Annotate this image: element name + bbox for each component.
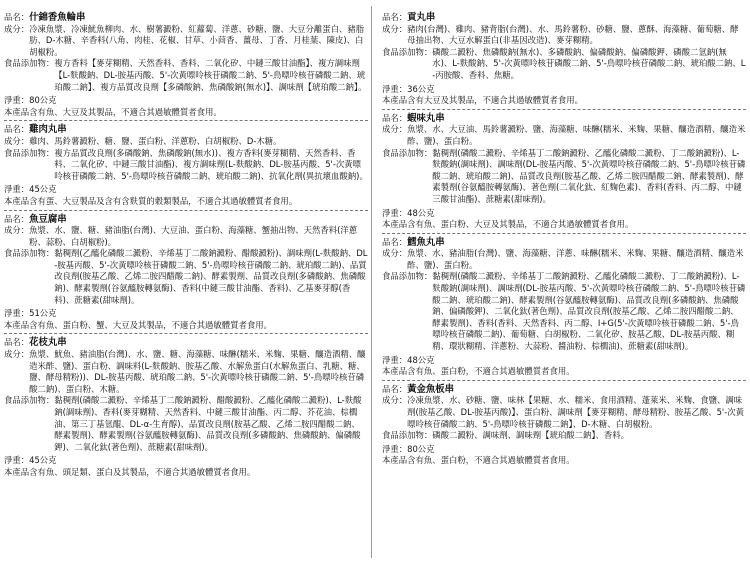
net-weight: 48公克 (407, 354, 435, 365)
ingredients-text: 冷凍魚漿、冷凍魷魚柳肉、水、樹薯澱粉、紅蘿蔔、洋蔥、砂糖、鹽、大豆分離蛋白、豬脂肪、D-木糖、辛香料(八角、肉桂、花椒、甘草、小茴香、薑母、丁香、月桂葉、陳皮)、白胡椒粉。 (29, 23, 365, 57)
additives-label: 食品添加物： (382, 271, 433, 282)
column-divider (371, 6, 372, 558)
right-column (382, 12, 746, 469)
ingredients-label: 成分： (382, 124, 408, 135)
product-block (4, 333, 368, 480)
product-name: 蝦味丸串 (407, 112, 445, 124)
allergen-note: 本產品含有魚、蛋白粉、大豆及其製品，不適合其過敏體質者食用。 (382, 219, 634, 230)
ingredients-text: 魚漿、水、鹽、糖、豬油脂(台灣)、大豆油、蛋白粉、海藻糖、蟹抽出物、天然香料(洋蔥粉、蒜粉、白胡椒粉)。 (29, 225, 358, 247)
name-label: 品名： (382, 236, 408, 247)
ingredients-text: 魚漿、水、大豆油、馬鈴薯澱粉、鹽、海藻糖、味醂(糯米、米麴、果糖、釀造酒精、釀造米酢、鹽)、蛋白粉。 (407, 124, 746, 146)
additives-text: 黏稠劑(乙醯化磷酸二澱粉、辛烯基丁二酸鈉澱粉、醋酸澱粉)、調味劑(L-麩酸鈉、DL-胺基丙酸、5'-次黃嘌呤核苷磷酸二鈉、5'-鳥嘌呤核苷磷酸二鈉、琥珀酸二鈉)、品質改良劑(胺基乙酸、乙烯二胺四醋酸二鈉)、酵素製劑、品質改良劑(多磷酸鈉、焦磷酸鈉)、酵素製劑(谷氨醯胺轉氨酶)、香料(中鏈三酸甘油酯、香料)、乙基麥芽醇(香料)、蔗糖素(甜味劑)。 (54, 248, 368, 305)
net-weight: 51公克 (29, 308, 57, 319)
product-name: 鱈魚丸串 (407, 236, 445, 248)
additives-text: 磷酸二澱粉、焦磷酸鈉(無水)、多磷酸鈉、偏磷酸鈉、偏磷酸鉀、磷酸二氫鈉(無水)、L-麩酸鈉、5'-次黃嘌呤核苷磷酸二鈉、5'-鳥嘌呤核苷磷酸二鈉、琥珀酸二鈉、L-丙胺酸、香料、焦糖。 (432, 46, 746, 80)
ingredients-label: 成分： (4, 225, 30, 236)
weight-label: 淨重： (4, 184, 30, 195)
ingredients-text: 冷凍魚漿、水、砂糖、鹽、味林【果糖、水、糯米、食用酒精、蓬萊米、米麴、食鹽、調味劑(胺基乙酸、DL-胺基丙酸)】、蛋白粉、調味劑【麥芽糊精、酵母精粉、胺基乙酸、5'-次黃嘌呤核苷磷酸二鈉、5'-鳥嘌呤核苷磷酸二鈉】、D-木糖、白胡椒粉。 (407, 395, 744, 429)
additives-text: 黏稠劑(磷酸二澱粉、辛烯基丁二酸鈉澱粉、乙醯化磷酸二澱粉、丁二酸鈉澱粉)、L-麩酸鈉(調味劑)、調味劑(DL-胺基丙酸、5'-次黃嘌呤核苷磷酸二鈉、5'-鳥嘌呤核苷磷酸二鈉、琥珀酸二鈉)、品質改良劑(胺基乙酸、乙烯二胺四醋酸二鈉、酵素製劑)、酵素製劑(谷氨醯胺轉氨酶)、著色劑(二氧化鈦、紅麴色素)、香料(香料、丙二醇、中鏈三酸甘油酯)、蔗糖素(甜味劑)。 (432, 147, 746, 204)
name-label: 品名： (382, 112, 408, 123)
weight-label: 淨重： (4, 95, 30, 106)
net-weight: 48公克 (407, 207, 435, 218)
additives-label: 食品添加物： (382, 430, 433, 441)
weight-label: 淨重： (382, 443, 408, 454)
weight-label: 淨重： (4, 308, 30, 319)
product-name: 魚豆腐串 (29, 213, 67, 225)
product-name: 花枝丸串 (29, 337, 67, 349)
product-block (4, 12, 368, 120)
weight-label: 淨重： (4, 455, 30, 466)
left-column (4, 12, 368, 481)
product-name: 雞肉丸串 (29, 124, 67, 136)
weight-label: 淨重： (382, 207, 408, 218)
allergen-note: 本產品含有魚、蛋白粉，不適合其過敏體質者食用。 (382, 366, 575, 377)
ingredients-text: 雞肉、馬鈴薯澱粉、糖、鹽、蛋白粉、洋蔥粉、白胡椒粉、D-木糖。 (29, 135, 282, 146)
allergen-note: 本產品含有魚、頭足類、蛋白及其製品，不適合其過敏體質者食用。 (4, 466, 256, 477)
allergen-note: 本產品含有魚、蛋白粉，不適合其過敏體質者食用。 (382, 455, 575, 466)
product-name: 黃金魚板串 (407, 383, 455, 395)
name-label: 品名： (382, 12, 408, 22)
name-label: 品名： (4, 124, 30, 135)
additives-label: 食品添加物： (4, 395, 55, 406)
additives-text: 複方香料【麥芽糊精、天然香料、香料、二氧化矽、中鏈三酸甘油酯】、複方調味劑【L-麩酸鈉、DL-胺基丙酸、5'-次黃嘌呤核苷磷酸二鈉、5'-鳥嘌呤核苷磷酸二鈉、琥珀酸二鈉】、複方品質改良劑【多磷酸鈉、焦磷酸鈉(無水)】、調味劑【琥珀酸二鈉】。 (54, 58, 367, 92)
ingredients-label: 成分： (4, 349, 30, 360)
product-block (4, 120, 368, 209)
ingredients-label: 成分： (4, 23, 30, 34)
allergen-note: 本產品含有魚、蛋白粉、蟹、大豆及其製品，不適合其過敏體質者食用。 (4, 319, 272, 330)
ingredients-text: 豬肉(台灣)、雞肉、豬背脂(台灣)、水、馬鈴薯粉、砂糖、鹽、蔥酥、海藻糖、葡萄糖、酵母抽出物、大豆水解蛋白(非基因改造)、麥芽糊精。 (407, 23, 739, 46)
product-block (382, 109, 746, 233)
net-weight: 36公克 (407, 83, 435, 94)
additives-text: 黏稠劑(磷酸二澱粉、辛烯基丁二酸鈉澱粉、乙醯化磷酸二澱粉、丁二酸鈉澱粉)、L-麩酸鈉(調味劑)、調味劑(DL-胺基丙酸、5'-次黃嘌呤核苷磷酸二鈉、5'-鳥嘌呤核苷磷酸二鈉、琥珀酸二鈉)、酵素製劑(谷氨醯胺轉氨酶)、品質改良劑(多磷酸鈉、焦磷酸鈉、偏磷酸鉀)、二氧化鈦(著色劑)、品質改良劑(胺基乙酸、乙烯二胺四醋酸二鈉、酵素製劑)、香料(香料、天然香料、丙二醇、I+G(5'-次黃嘌呤核苷磷酸二鈉、5'-鳥嘌呤核苷磷酸二鈉)、葡萄糖、白胡椒粉、二氧化矽、胺基乙酸、DL-胺基丙酸、糊精、環狀糊精、洋蔥粉、大蒜粉、醬油粉、棕櫚油)、蔗糖素(甜味劑)。 (432, 271, 746, 352)
ingredients-label: 成分： (382, 248, 408, 259)
ingredients-text: 魚漿、魷魚、豬油脂(台灣)、水、鹽、糖、海藻糖、味醂(糯米、米麴、果糖、釀造酒精、釀造米酢、鹽)、蛋白粉、調味料(L-麩酸鈉、胺基乙酸、水解魚蛋白(水解魚蛋白、乳糖、糖、鹽、酵母精粉))、DL-胺基丙酸、琥珀酸二鈉、5'-次黃嘌呤核苷磷酸二鈉、5'-鳥嘌呤核苷磷酸二鈉)、蛋白粉、木糖。 (29, 349, 366, 394)
product-block (382, 233, 746, 380)
allergen-note: 本產品含有大豆及其製品，不適合其過敏體質者食用。 (382, 95, 583, 106)
net-weight: 45公克 (29, 455, 57, 466)
additives-text: 複方品質改良劑(多磷酸鈉、焦磷酸鈉(無水))、複方香料(麥芽糊精、天然香料、香料、二氧化矽、中鏈三酸甘油酯)、複方調味劑(L-麩酸鈉、DL-胺基丙酸、5'-次黃嘌呤核苷磷酸二鈉、5'-鳥嘌呤核苷磷酸二鈉、琥珀酸二鈉)、抗氧化劑(異抗壞血酸鈉)。 (54, 147, 368, 181)
weight-label: 淨重： (382, 83, 408, 94)
product-block (4, 210, 368, 334)
net-weight: 80公克 (29, 95, 57, 106)
additives-label: 食品添加物： (4, 248, 55, 259)
additives-label: 食品添加物： (4, 147, 55, 158)
name-label: 品名： (4, 213, 30, 224)
ingredients-label: 成分： (4, 135, 30, 146)
ingredients-text: 魚漿、水、豬油脂(台灣)、鹽、海藻糖、洋蔥、味醂(糯米、米麴、果糖、釀造酒精、釀造米酢、鹽)、蛋白粉。 (407, 248, 744, 270)
allergen-note: 本產品含有蛋、大豆製品及含有含麩質的穀類製品，不適合其過敏體質者食用。 (4, 195, 298, 206)
product-name: 貢丸串 (407, 12, 436, 23)
additives-label: 食品添加物： (4, 58, 55, 69)
name-label: 品名： (4, 12, 30, 22)
product-block (382, 12, 746, 109)
net-weight: 45公克 (29, 184, 57, 195)
additives-text: 黏稠劑(磷酸二澱粉、辛烯基丁二酸鈉澱粉、醋酸澱粉、乙醯化磷酸二澱粉)、L-麩酸鈉(調味劑)、香料(麥芽糊精、天然香料、中鏈三酸甘油酯、丙二醇、芥花油、棕櫚油、第三丁基氫醌、DL-α-生育醇)、品質改良劑(胺基乙酸、乙烯二胺四醋酸二鈉、酵素製劑)、酵素製劑(谷氨醯胺轉氨酶)、品質改良劑(多磷酸鈉、焦磷酸鈉、偏磷酸鉀)、二氧化鈦(著色劑)、蔗糖素(甜味劑)。 (54, 395, 362, 452)
additives-label: 食品添加物： (382, 46, 433, 57)
name-label: 品名： (382, 383, 408, 394)
product-block (382, 380, 746, 469)
weight-label: 淨重： (382, 354, 408, 365)
ingredients-label: 成分： (382, 395, 408, 406)
allergen-note: 本產品含有魚、大豆及其製品，不適合其過敏體質者食用。 (4, 106, 222, 117)
product-name: 什錦香魚輪串 (29, 12, 86, 23)
net-weight: 80公克 (407, 443, 435, 454)
ingredients-label: 成分： (382, 23, 408, 34)
additives-text: 磷酸二澱粉、調味劑、調味劑【琥珀酸二鈉】、香料。 (432, 430, 630, 441)
name-label: 品名： (4, 337, 30, 348)
additives-label: 食品添加物： (382, 147, 433, 158)
